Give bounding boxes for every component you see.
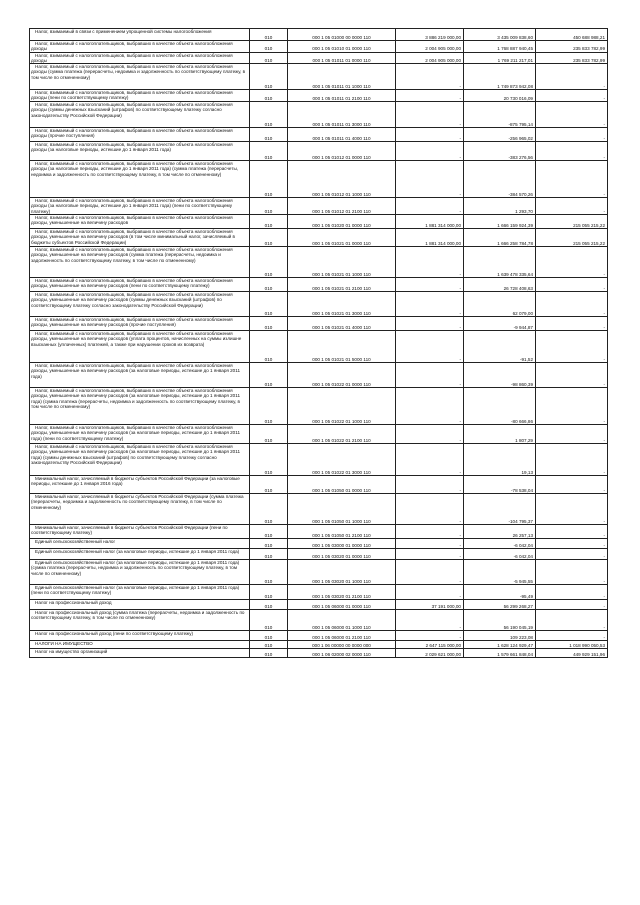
row-name-text: Налог, взимаемый с налогоплательщиков, выбравших в качестве объекта налогообложения доходы (суммы денежных взысканий (штрафов) по соответствующему платежу согласно законодательству Российской Федерации) bbox=[31, 102, 233, 118]
row-executed-amount: 1 768 887 940,45 bbox=[464, 41, 536, 53]
row-name-text: Налог, взимаемый с налогоплательщиков, выбравших в качестве объекта налогообложения доходы, уменьшенные на величину расходов (прочие поступления) bbox=[31, 317, 233, 328]
row-name bbox=[30, 610, 250, 631]
table-row bbox=[30, 52, 608, 64]
row-executed-amount: -384 570,26 bbox=[464, 161, 536, 198]
row-approved-amount: - bbox=[396, 142, 464, 161]
row-line-code: 010 bbox=[250, 585, 288, 600]
row-approved-amount: - bbox=[396, 247, 464, 278]
row-line-code: 010 bbox=[250, 641, 288, 649]
row-line-code: 010 bbox=[250, 215, 288, 229]
table-row bbox=[30, 161, 608, 198]
row-name-text: Налог, взимаемый с налогоплательщиков, выбравших в качестве объекта налогообложения доходы, уменьшенные на величину расходов (за налоговые периоды, истекшие до 1 января 2011 года) (суммы денежных взысканий (штрафов) по соответствующему платежу согласно законодательству Российской Федерации) bbox=[31, 444, 241, 465]
row-executed-amount: -6 042,04 bbox=[464, 549, 536, 560]
row-executed-amount: 1 807,29 bbox=[464, 425, 536, 444]
row-budget-code: 000 1 05 01050 01 2100 110 bbox=[288, 525, 396, 539]
row-budget-code: 000 1 05 01011 01 2100 110 bbox=[288, 90, 396, 102]
table-row bbox=[30, 247, 608, 278]
row-unexecuted-amount: 1 018 990 050,53 bbox=[536, 641, 608, 649]
report-page bbox=[29, 28, 607, 658]
row-name bbox=[30, 247, 250, 278]
row-line-code: 010 bbox=[250, 525, 288, 539]
row-line-code: 010 bbox=[250, 331, 288, 363]
table-row bbox=[30, 476, 608, 494]
row-name bbox=[30, 539, 250, 549]
row-approved-amount: - bbox=[396, 539, 464, 549]
row-name bbox=[30, 331, 250, 363]
row-executed-amount: 1 666 258 784,78 bbox=[464, 229, 536, 247]
row-name bbox=[30, 388, 250, 425]
row-unexecuted-amount: 235 833 782,99 bbox=[536, 41, 608, 53]
row-name-text: Налог, взимаемый с налогоплательщиков, выбравших в качестве объекта налогообложения доходы, уменьшенные на величину расходов (уплата процентов, начисленных на суммы излишне взысканных (уплаченных) платежей, а также при нарушении сроков их возврата) bbox=[31, 331, 242, 347]
table-row bbox=[30, 600, 608, 610]
row-executed-amount: 19,13 bbox=[464, 444, 536, 476]
row-line-code: 010 bbox=[250, 292, 288, 317]
row-name bbox=[30, 278, 250, 292]
row-unexecuted-amount: - bbox=[536, 444, 608, 476]
row-unexecuted-amount: - bbox=[536, 585, 608, 600]
row-budget-code: 000 1 05 01021 01 0000 110 bbox=[288, 229, 396, 247]
row-line-code: 010 bbox=[250, 278, 288, 292]
table-row bbox=[30, 215, 608, 229]
row-approved-amount: - bbox=[396, 198, 464, 215]
row-line-code: 010 bbox=[250, 425, 288, 444]
row-approved-amount: - bbox=[396, 525, 464, 539]
row-name-text: Налог, взимаемый с налогоплательщиков, выбравших в качестве объекта налогообложения доходы, уменьшенные на величину расходов (за налоговые периоды, истекшие до 1 января 2011 года) (пени по соответствующему платежу) bbox=[31, 425, 241, 441]
row-name-text: Налог, взимаемый с налогоплательщиков, выбравших в качестве объекта налогообложения доходы, уменьшенные на величину расходов (пени по соответствующему платежу) bbox=[31, 278, 233, 289]
row-unexecuted-amount: - bbox=[536, 425, 608, 444]
row-line-code: 010 bbox=[250, 317, 288, 331]
row-executed-amount: 56 299 268,27 bbox=[464, 600, 536, 610]
row-approved-amount: - bbox=[396, 631, 464, 641]
table-row bbox=[30, 539, 608, 549]
row-name-text: Налог, взимаемый с налогоплательщиков, выбравших в качестве объекта налогообложения доходы (за налоговые периоды, истекшие до 1 января 2011 года) (сумма платежа (перерасчеты, недоимка и задолженность по соответствующему платежу, в том числе по отмененному) bbox=[31, 161, 239, 177]
row-unexecuted-amount: - bbox=[536, 610, 608, 631]
row-name-text: Налог, взимаемый с налогоплательщиков, выбравших в качестве объекта налогообложения доходы, уменьшенные на величину расходов (суммы денежных взысканий (штрафов) по соответствующему платежу согласно законодательству Российской Федерации) bbox=[31, 292, 233, 308]
row-line-code: 010 bbox=[250, 64, 288, 90]
row-approved-amount: - bbox=[396, 278, 464, 292]
row-budget-code: 000 1 05 06000 01 2100 110 bbox=[288, 631, 396, 641]
row-approved-amount: - bbox=[396, 161, 464, 198]
table-row bbox=[30, 90, 608, 102]
row-budget-code: 000 1 05 01011 01 3000 110 bbox=[288, 102, 396, 128]
row-approved-amount: 2 004 905 000,00 bbox=[396, 52, 464, 64]
row-budget-code: 000 1 05 01050 01 1000 110 bbox=[288, 494, 396, 525]
table-row bbox=[30, 425, 608, 444]
row-name-text: Налог, взимаемый с налогоплательщиков, выбравших в качестве объекта налогообложения доходы (пени по соответствующему платежу) bbox=[31, 90, 233, 101]
row-unexecuted-amount: 235 833 782,99 bbox=[536, 52, 608, 64]
row-executed-amount: -9 944,87 bbox=[464, 317, 536, 331]
row-approved-amount: - bbox=[396, 610, 464, 631]
row-name-text: Налог на имущество организаций bbox=[35, 649, 108, 655]
row-approved-amount: - bbox=[396, 560, 464, 585]
row-name bbox=[30, 41, 250, 53]
row-name-text: Единый сельскохозяйственный налог (за налоговые периоды, истекшие до 1 января 2011 года) (пени по соответствующему платежу) bbox=[31, 585, 240, 596]
table-row bbox=[30, 641, 608, 649]
row-executed-amount: 1 769 211 217,01 bbox=[464, 52, 536, 64]
row-budget-code: 000 1 05 01010 01 0000 110 bbox=[288, 41, 396, 53]
row-name bbox=[30, 229, 250, 247]
row-executed-amount: 1 639 478 335,64 bbox=[464, 247, 536, 278]
row-name-text: Налог, взимаемый с налогоплательщиков, выбравших в качестве объекта налогообложения доходы (сумма платежа (перерасчеты, недоимка и задолженность по соответствующему платежу, в том числе по отмененному) bbox=[31, 64, 246, 80]
row-name-text: Налог, взимаемый с налогоплательщиков, выбравших в качестве объекта налогообложения доходы (за налоговые периоды, истекшие до 1 января 2011 года) (пени по соответствующему платежу) bbox=[31, 198, 233, 214]
row-unexecuted-amount: - bbox=[536, 90, 608, 102]
row-line-code: 010 bbox=[250, 539, 288, 549]
row-line-code: 010 bbox=[250, 128, 288, 142]
row-executed-amount: 26 728 408,63 bbox=[464, 278, 536, 292]
row-name bbox=[30, 560, 250, 585]
row-name bbox=[30, 649, 250, 658]
row-budget-code: 000 1 05 01020 01 0000 110 bbox=[288, 215, 396, 229]
table-row bbox=[30, 64, 608, 90]
row-approved-amount: 1 881 314 000,00 bbox=[396, 229, 464, 247]
row-name bbox=[30, 142, 250, 161]
row-name-text: Налог, взимаемый с налогоплательщиков, выбравших в качестве объекта налогообложения доходы, уменьшенные на величину расходов (за налоговые периоды, истекшие до 1 января 2011 года) (сумма платежа (перерасчеты, недоимка и задолженность по соответствующему платежу, в том числе по отмененному) bbox=[31, 388, 241, 409]
row-budget-code: 000 1 05 01050 01 0000 110 bbox=[288, 476, 396, 494]
row-name bbox=[30, 292, 250, 317]
table-row bbox=[30, 41, 608, 53]
row-approved-amount: - bbox=[396, 102, 464, 128]
row-approved-amount: - bbox=[396, 331, 464, 363]
table-row bbox=[30, 29, 608, 41]
row-line-code: 010 bbox=[250, 90, 288, 102]
table-row bbox=[30, 494, 608, 525]
row-unexecuted-amount: 449 929 151,96 bbox=[536, 649, 608, 658]
row-unexecuted-amount: - bbox=[536, 600, 608, 610]
row-approved-amount: 2 029 621 000,00 bbox=[396, 649, 464, 658]
row-unexecuted-amount: 215 055 215,22 bbox=[536, 229, 608, 247]
row-line-code: 010 bbox=[250, 52, 288, 64]
row-approved-amount: - bbox=[396, 128, 464, 142]
row-name-text: Минимальный налог, зачисляемый в бюджеты субъектов Российской Федерации (за налоговые периоды, истекшие до 1 января 2016 года) bbox=[31, 476, 240, 487]
row-name bbox=[30, 425, 250, 444]
row-name-text: Налог, взимаемый с налогоплательщиков, выбравших в качестве объекта налогообложения доходы, уменьшенные на величину расходов (за налоговые периоды, истекшие до 1 января 2011 года) bbox=[31, 363, 241, 379]
row-approved-amount: - bbox=[396, 90, 464, 102]
row-unexecuted-amount: - bbox=[536, 317, 608, 331]
row-name bbox=[30, 215, 250, 229]
row-executed-amount: -95,49 bbox=[464, 585, 536, 600]
row-line-code: 010 bbox=[250, 102, 288, 128]
row-executed-amount: -91,52 bbox=[464, 331, 536, 363]
row-budget-code: 000 1 05 01000 00 0000 110 bbox=[288, 29, 396, 41]
table-row bbox=[30, 278, 608, 292]
row-budget-code: 000 1 05 01022 01 2100 110 bbox=[288, 425, 396, 444]
row-executed-amount: -80 666,86 bbox=[464, 388, 536, 425]
table-row bbox=[30, 631, 608, 641]
row-budget-code: 000 1 06 00000 00 0000 000 bbox=[288, 641, 396, 649]
table-row bbox=[30, 388, 608, 425]
row-budget-code: 000 1 05 01021 01 5000 110 bbox=[288, 331, 396, 363]
row-name-text: НАЛОГИ НА ИМУЩЕСТВО bbox=[35, 641, 93, 647]
row-name-text: Налог, взимаемый в связи с применением упрощенной системы налогообложения bbox=[35, 29, 212, 34]
row-approved-amount: - bbox=[396, 317, 464, 331]
row-unexecuted-amount: - bbox=[536, 560, 608, 585]
row-budget-code: 000 1 05 01021 01 2100 110 bbox=[288, 278, 396, 292]
row-line-code: 010 bbox=[250, 549, 288, 560]
row-name bbox=[30, 363, 250, 388]
row-unexecuted-amount: - bbox=[536, 247, 608, 278]
row-unexecuted-amount: - bbox=[536, 278, 608, 292]
row-unexecuted-amount: - bbox=[536, 161, 608, 198]
row-name bbox=[30, 641, 250, 649]
table-row bbox=[30, 128, 608, 142]
row-line-code: 010 bbox=[250, 198, 288, 215]
table-row bbox=[30, 585, 608, 600]
row-approved-amount: 3 886 219 000,00 bbox=[396, 29, 464, 41]
row-approved-amount: - bbox=[396, 585, 464, 600]
table-row bbox=[30, 444, 608, 476]
row-line-code: 010 bbox=[250, 631, 288, 641]
row-name-text: Налог, взимаемый с налогоплательщиков, выбравших в качестве объекта налогообложения доходы, уменьшенные на величину расходов bbox=[31, 215, 233, 226]
row-line-code: 010 bbox=[250, 649, 288, 658]
row-line-code: 010 bbox=[250, 600, 288, 610]
table-row bbox=[30, 560, 608, 585]
row-unexecuted-amount: - bbox=[536, 476, 608, 494]
row-executed-amount: -98 860,39 bbox=[464, 363, 536, 388]
row-executed-amount: 1 628 124 929,47 bbox=[464, 641, 536, 649]
row-approved-amount: 1 881 314 000,00 bbox=[396, 215, 464, 229]
row-name bbox=[30, 161, 250, 198]
row-name bbox=[30, 64, 250, 90]
table-row bbox=[30, 198, 608, 215]
row-unexecuted-amount: - bbox=[536, 102, 608, 128]
row-line-code: 010 bbox=[250, 610, 288, 631]
row-name bbox=[30, 600, 250, 610]
row-unexecuted-amount: - bbox=[536, 128, 608, 142]
table-row bbox=[30, 363, 608, 388]
row-approved-amount: 2 647 115 000,00 bbox=[396, 641, 464, 649]
row-budget-code: 000 1 05 01021 01 1000 110 bbox=[288, 247, 396, 278]
row-unexecuted-amount: - bbox=[536, 64, 608, 90]
row-name-text: Единый сельскохозяйственный налог (за налоговые периоды, истекшие до 1 января 2011 года) (сумма платежа (перерасчеты, недоимка и задолженность по соответствующему платежу, в том числе по отмененному) bbox=[31, 560, 240, 576]
row-line-code: 010 bbox=[250, 29, 288, 41]
row-unexecuted-amount: - bbox=[536, 292, 608, 317]
row-executed-amount: -875 795,14 bbox=[464, 102, 536, 128]
row-line-code: 010 bbox=[250, 560, 288, 585]
row-budget-code: 000 1 05 01022 01 1000 110 bbox=[288, 388, 396, 425]
row-name-text: Налог на профессиональный доход bbox=[35, 600, 112, 606]
row-executed-amount: 1 579 661 848,04 bbox=[464, 649, 536, 658]
row-name-text: Налог на профессиональный доход (пени по соответствующему платежу) bbox=[35, 631, 194, 637]
row-budget-code: 000 1 06 02000 02 0000 110 bbox=[288, 649, 396, 658]
row-name-text: Налог, взимаемый с налогоплательщиков, выбравших в качестве объекта налогообложения доходы bbox=[31, 52, 233, 63]
row-name bbox=[30, 585, 250, 600]
row-executed-amount: 1 749 873 942,08 bbox=[464, 64, 536, 90]
row-unexecuted-amount: 215 055 215,22 bbox=[536, 215, 608, 229]
row-approved-amount: - bbox=[396, 549, 464, 560]
row-name bbox=[30, 476, 250, 494]
row-budget-code: 000 1 05 01012 01 1000 110 bbox=[288, 161, 396, 198]
row-budget-code: 000 1 05 01021 01 3000 110 bbox=[288, 292, 396, 317]
row-unexecuted-amount: - bbox=[536, 331, 608, 363]
row-approved-amount: - bbox=[396, 494, 464, 525]
row-budget-code: 000 1 05 03020 01 0000 110 bbox=[288, 549, 396, 560]
row-name-text: Минимальный налог, зачисляемый в бюджеты субъектов Российской Федерации (сумма платежа (перерасчеты, недоимка и задолженность по соответствующему платежу, в том числе по отмененному) bbox=[31, 494, 244, 510]
table-row bbox=[30, 102, 608, 128]
row-name-text: Налог, взимаемый с налогоплательщиков, выбравших в качестве объекта налогообложения доходы, уменьшенные на величину расходов (в том числе минимальный налог, зачисляемый в бюджеты субъектов Российской Федерации) bbox=[31, 229, 235, 245]
row-approved-amount: 37 191 000,00 bbox=[396, 600, 464, 610]
row-unexecuted-amount: - bbox=[536, 539, 608, 549]
row-executed-amount: 1 293,70 bbox=[464, 198, 536, 215]
row-line-code: 010 bbox=[250, 41, 288, 53]
row-line-code: 010 bbox=[250, 363, 288, 388]
table-row bbox=[30, 549, 608, 560]
row-name bbox=[30, 494, 250, 525]
table-row bbox=[30, 317, 608, 331]
row-executed-amount: -383 276,56 bbox=[464, 142, 536, 161]
row-line-code: 010 bbox=[250, 388, 288, 425]
row-budget-code: 000 1 05 01011 01 4000 110 bbox=[288, 128, 396, 142]
row-name bbox=[30, 52, 250, 64]
revenue-table bbox=[29, 28, 608, 658]
row-budget-code: 000 1 05 01022 01 0000 110 bbox=[288, 363, 396, 388]
row-line-code: 010 bbox=[250, 494, 288, 525]
row-name bbox=[30, 102, 250, 128]
row-budget-code: 000 1 05 06000 01 0000 110 bbox=[288, 600, 396, 610]
row-name bbox=[30, 549, 250, 560]
row-unexecuted-amount: - bbox=[536, 494, 608, 525]
row-name-text: Налог на профессиональный доход (сумма платежа (перерасчеты, недоимка и задолженность по соответствующему платежу, в том числе по отмененному) bbox=[31, 610, 245, 621]
row-budget-code: 000 1 05 06000 01 1000 110 bbox=[288, 610, 396, 631]
row-name bbox=[30, 29, 250, 41]
row-unexecuted-amount: - bbox=[536, 631, 608, 641]
row-unexecuted-amount: - bbox=[536, 388, 608, 425]
row-executed-amount: -6 042,04 bbox=[464, 539, 536, 549]
table-row bbox=[30, 292, 608, 317]
row-name-text: Налог, взимаемый с налогоплательщиков, выбравших в качестве объекта налогообложения доходы, уменьшенные на величину расходов (сумма платежа (перерасчеты, недоимка и задолженность по соответствующему платежу, в том числе по отмененному) bbox=[31, 247, 233, 263]
row-budget-code: 000 1 05 01011 01 0000 110 bbox=[288, 52, 396, 64]
row-name bbox=[30, 525, 250, 539]
row-executed-amount: 20 730 016,09 bbox=[464, 90, 536, 102]
row-unexecuted-amount: - bbox=[536, 525, 608, 539]
row-approved-amount: - bbox=[396, 292, 464, 317]
row-name-text: Минимальный налог, зачисляемый в бюджеты субъектов Российской Федерации (пени по соответствующему платежу) bbox=[31, 525, 228, 536]
row-name-text: Единый сельскохозяйственный налог bbox=[35, 539, 116, 545]
row-approved-amount: - bbox=[396, 363, 464, 388]
table-row bbox=[30, 525, 608, 539]
row-approved-amount: - bbox=[396, 444, 464, 476]
row-executed-amount: 26 257,13 bbox=[464, 525, 536, 539]
row-name bbox=[30, 90, 250, 102]
row-line-code: 010 bbox=[250, 476, 288, 494]
row-line-code: 010 bbox=[250, 444, 288, 476]
table-row bbox=[30, 331, 608, 363]
row-line-code: 010 bbox=[250, 161, 288, 198]
row-name bbox=[30, 444, 250, 476]
row-executed-amount: -78 538,04 bbox=[464, 476, 536, 494]
row-unexecuted-amount: - bbox=[536, 363, 608, 388]
row-name-text: Налог, взимаемый с налогоплательщиков, выбравших в качестве объекта налогообложения доходы (за налоговые периоды, истекшие до 1 января 2011 года) bbox=[31, 142, 233, 153]
row-executed-amount: 1 666 159 924,39 bbox=[464, 215, 536, 229]
row-name-text: Налог, взимаемый с налогоплательщиков, выбравших в качестве объекта налогообложения доходы bbox=[31, 41, 233, 52]
row-executed-amount: 3 435 009 838,60 bbox=[464, 29, 536, 41]
table-row bbox=[30, 142, 608, 161]
row-budget-code: 000 1 05 01022 01 3000 110 bbox=[288, 444, 396, 476]
row-name-text: Налог, взимаемый с налогоплательщиков, выбравших в качестве объекта налогообложения доходы (прочие поступления) bbox=[31, 128, 233, 139]
row-budget-code: 000 1 05 01012 01 2100 110 bbox=[288, 198, 396, 215]
row-approved-amount: - bbox=[396, 388, 464, 425]
row-executed-amount: 109 223,08 bbox=[464, 631, 536, 641]
row-name bbox=[30, 631, 250, 641]
row-approved-amount: - bbox=[396, 425, 464, 444]
table-row bbox=[30, 649, 608, 658]
row-budget-code: 000 1 05 01021 01 4000 110 bbox=[288, 317, 396, 331]
row-executed-amount: 56 190 045,19 bbox=[464, 610, 536, 631]
row-executed-amount: 62 079,00 bbox=[464, 292, 536, 317]
row-budget-code: 000 1 05 01011 01 1000 110 bbox=[288, 64, 396, 90]
table-row bbox=[30, 610, 608, 631]
row-name bbox=[30, 317, 250, 331]
row-budget-code: 000 1 05 03020 01 1000 110 bbox=[288, 560, 396, 585]
row-approved-amount: - bbox=[396, 476, 464, 494]
row-budget-code: 000 1 05 01012 01 0000 110 bbox=[288, 142, 396, 161]
row-unexecuted-amount: - bbox=[536, 549, 608, 560]
row-name bbox=[30, 128, 250, 142]
row-budget-code: 000 1 05 03020 01 2100 110 bbox=[288, 585, 396, 600]
row-budget-code: 000 1 05 03000 01 0000 110 bbox=[288, 539, 396, 549]
row-executed-amount: -256 965,02 bbox=[464, 128, 536, 142]
row-line-code: 010 bbox=[250, 247, 288, 278]
row-name-text: Единый сельскохозяйственный налог (за налоговые периоды, истекшие до 1 января 2011 года) bbox=[35, 549, 240, 555]
row-unexecuted-amount: - bbox=[536, 142, 608, 161]
row-executed-amount: -104 795,37 bbox=[464, 494, 536, 525]
row-name bbox=[30, 198, 250, 215]
row-unexecuted-amount: 450 688 988,21 bbox=[536, 29, 608, 41]
row-executed-amount: -5 945,55 bbox=[464, 560, 536, 585]
row-approved-amount: 2 004 905 000,00 bbox=[396, 41, 464, 53]
row-line-code: 010 bbox=[250, 142, 288, 161]
row-line-code: 010 bbox=[250, 229, 288, 247]
table-row bbox=[30, 229, 608, 247]
row-approved-amount: - bbox=[396, 64, 464, 90]
row-unexecuted-amount: - bbox=[536, 198, 608, 215]
